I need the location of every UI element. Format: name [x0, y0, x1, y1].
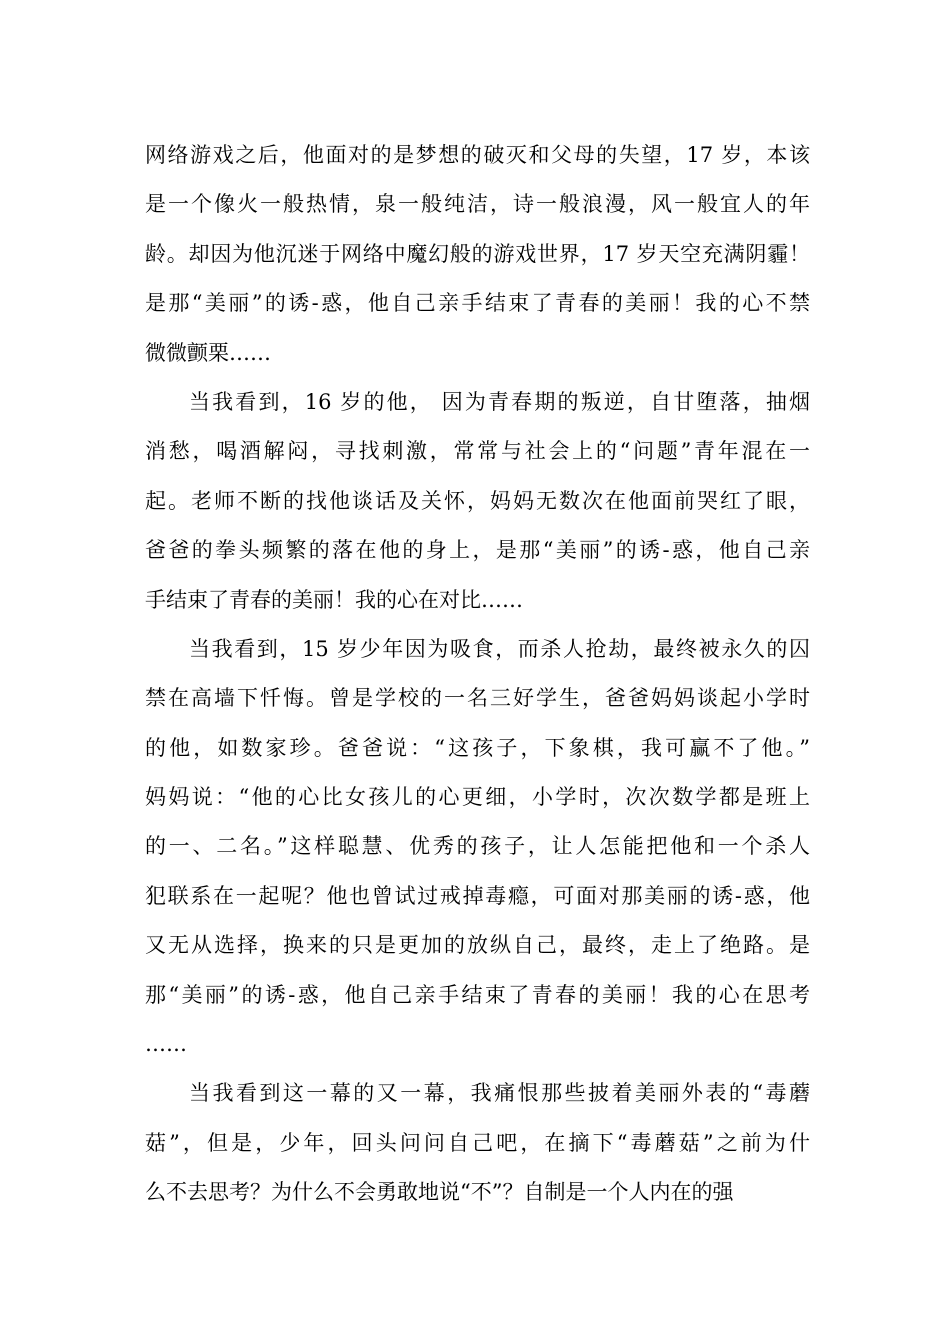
text-line: 是那“美丽”的诱-惑，他自己亲手结束了青春的美丽！我的心不禁: [145, 291, 810, 316]
text-line: ……: [145, 1032, 187, 1057]
text-line: 手结束了青春的美丽！我的心在对比……: [145, 587, 523, 612]
text-line: 当我看到这一幕的又一幕，我痛恨那些披着美丽外表的“毒蘑: [189, 1081, 810, 1106]
text-line: 禁在高墙下忏悔。曾是学校的一名三好学生，爸爸妈妈谈起小学时: [145, 686, 810, 711]
text-line: 菇”，但是，少年，回头问问自己吧，在摘下“毒蘑菇”之前为什: [145, 1130, 810, 1155]
paragraph: [145, 1069, 810, 1217]
text-line: 犯联系在一起呢？他也曾试过戒掉毒瘾，可面对那美丽的诱-惑，他: [145, 883, 810, 908]
text-line: 微微颤栗……: [145, 340, 271, 365]
text-line: 又无从选择，换来的只是更加的放纵自己，最终，走上了绝路。是: [145, 933, 810, 958]
text-line: 那“美丽”的诱-惑，他自己亲手结束了青春的美丽！我的心在思考: [145, 982, 810, 1007]
text-line: 的他，如数家珍。爸爸说：“这孩子，下象棋，我可赢不了他。”: [145, 735, 810, 760]
text-line: 爸爸的拳头频繁的落在他的身上，是那“美丽”的诱-惑，他自己亲: [145, 538, 810, 563]
paragraph: [145, 625, 810, 1070]
text-line: 是一个像火一般热情，泉一般纯洁，诗一般浪漫，风一般宜人的年: [145, 192, 810, 217]
paragraph: [145, 131, 810, 378]
text-line: 消愁，喝酒解闷，寻找刺激，常常与社会上的“问题”青年混在一: [145, 439, 810, 464]
text-line: 网络游戏之后，他面对的是梦想的破灭和父母的失望，17 岁，本该: [145, 143, 810, 167]
text-line: 妈妈说：“他的心比女孩儿的心更细，小学时，次次数学都是班上: [145, 785, 810, 810]
text-line: 当我看到，15 岁少年因为吸食，而杀人抢劫，最终被永久的囚: [189, 636, 810, 661]
text-line: 龄。却因为他沉迷于网络中魔幻般的游戏世界，17 岁天空充满阴霾！: [145, 241, 810, 266]
paragraph: [145, 378, 810, 625]
text-line: 的一、二名。”这样聪慧、优秀的孩子，让人怎能把他和一个杀人: [145, 834, 810, 859]
text-line: 当我看到，16 岁的他， 因为青春期的叛逆，自甘堕落，抽烟: [189, 389, 810, 414]
body-text: [145, 131, 810, 1218]
text-line: 起。老师不断的找他谈话及关怀，妈妈无数次在他面前哭红了眼，: [145, 488, 810, 513]
text-line: 么不去思考？为什么不会勇敢地说“不”？自制是一个人内在的强: [145, 1180, 734, 1205]
